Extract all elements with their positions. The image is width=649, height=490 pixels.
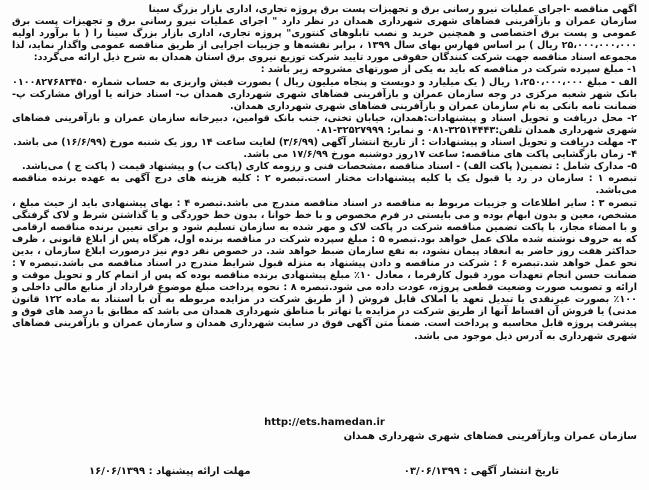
dates-row xyxy=(89,466,559,477)
opening-time: ۴- زمان بازگشایی پاکت های مناقصه: ساعت ۱۷روز دوشنبه مورخ ۱۷/۶/۹۹ می باشد. xyxy=(243,149,637,161)
submission-deadline: ۳- مهلت دریافت و تحویل اسناد و پیشنهادات : از تاریخ انتشار آگهی (۳/۶/۹۹) لغایت ساعت ۱۴ روز یک شنبه مورخ (۱۶/۶/۹۹) می باشد. xyxy=(13,137,637,149)
deadline-date xyxy=(89,466,251,477)
publish-date-label: تاریخ انتشار آگهی : xyxy=(463,466,559,477)
required-documents: ۵- مدارک شامل : تضمین( پاکت الف) - اسناد مناقصه ،مشخصات فنی و رزومه کاری (پاکت ب) و پیشنهاد قیمت ( پاکت ج ) می‌باشد. xyxy=(21,161,637,173)
organization-name: سازمان عمران وبازآفرینی فضاهای شهری شهرداری همدان xyxy=(343,431,637,442)
delivery-location: ۲- محل دریافت و تحویل اسناد و پیشنهادات:همدان، خیابان تختی، جنب بانک قوامین، دبیرخانه سازمان عمران و بازآفرینی فضاهای شهری شهرداری همدان تلفن:۳۲۵۱۴۴۴۳-۰۸۱ و نمابر: ۳۲۵۲۷۹۹۹-۰۸۱ xyxy=(12,112,637,136)
deposit-options: الف - مبلغ ۱،۲۵۰،۰۰۰،۰۰۰ ریال ( یک میلیارد و دویست و پنجاه میلیون ریال ) بصورت فیش واریزی به حساب شماره ۰۱۰۰۸۲۷۶۸۳۴۵۰ بانک شهر شعبه مرکزی در وجه سازمان عمران و بازآفرینی فضاهای شهری شهرداری همدان ب- اسناد خزانه یا اوراق مشارکت پ- ضمانت نامه بانکی به نام سازمان عمران و بازآفرینی فضاهای شهری شهرداری همدان. xyxy=(12,76,637,112)
note-1-2: تبصره ۱ : سازمان در رد یا قبول یک یا کلیه پیشنهادات مختار است.تبصره ۲ : کلیه هزینه های درج آگهی به عهده برنده مناقصه می‌باشد. xyxy=(12,173,637,197)
tender-body xyxy=(12,4,637,343)
deposit-clause: ۱- مبلغ سپرده شرکت در مناقصه که باید به یکی از صورتهای مشروحه زیر باشد : xyxy=(260,64,637,76)
deadline-date-label: مهلت ارائه پیشنهاد : xyxy=(148,466,251,477)
website-link[interactable]: http://ets.hamedan.ir xyxy=(264,417,385,428)
publish-date-value: ۰۳/۰۶/۱۳۹۹ xyxy=(403,466,460,477)
deadline-date-value: ۱۶/۰۶/۱۳۹۹ xyxy=(89,466,146,477)
publish-date xyxy=(404,466,559,477)
tender-title: اگهی مناقصه -اجرای عملیات نیرو رسانی برق و تجهیزات پست برق پروژه تجاری، اداری بازار بزرگ سینا xyxy=(148,4,637,15)
notes-3-8: تبصره ۳ : سایر اطلاعات و جزییات مربوط به مناقصه در اسناد مناقصه مندرج می باشد.تبصره ۴ : بهای پیشنهادی باید از حیث مبلغ ، مشخص، معین و بدون ابهام بوده و می بایستی در فرم مخصوص و با خط خوانا ، بدون خط خوردگی و یا گذاشتن شرط و لاک گرفتگی و با امضاء مجاز، با پاکت تضمین مناقصه شرکت در پاکت لاک و مهر شده به سازمان تسلیم شود و برای تعیین برنده مناقصه ارقامی که به حروف نوشته شده ملاک عمل خواهد بود.تبصره ۵ : مبلغ سپرده شرکت در مناقصه برنده اول، هرگاه پس از ابلاغ قانونی ، ظرف حداکثر هفت روز حاضر به انعقاد پیمان نشود، به نفع سازمان ضبط خواهد شد. در خصوص نفر دوم نیز درصورت ابلاغ سازمان ، بدین نحو عمل خواهد شد.تبصره ۶ : شرکت در مناقصه و دادن پیشنهاد به منزله قبول شرایط مندرج در اسناد مناقصه می باشد.تبصره ۷ : ضمانت حسن انجام تعهدات مورد قبول کارفرما ، معادل ۱۰٪ مبلغ پیشنهادی برنده مناقصه بوده که پس از اتمام کار و تحویل موقت و ارائه و تصویب صورت وضعیت قطعی پروژه، عودت داده می شود.تبصره ۸ : نحوه پرداخت مبلغ موضوع قرارداد از منابع مالی داخلی و ۱۰۰٪ بصورت غیرنقدی یا تبدیل تعهد یا املاک قابل فروش ( از طریق شرکت در مزایده مربوطه به آن با استناد به ماده ۱۲۲ قانون مدنی) یا فروش آن اقساط آنها از طریق شرکت در مزایده یا تهاتر با مناطق شهرداری همدان می باشد که مطابق با درصد های فوق و پیشرفت پروژه قابل محاسبه و پرداخت است. ضمناً متن آگهی فوق در سایت شهرداری همدان و سازمان عمران و بازآفرینی فضاهای شهری شهرداری به آدرس ذیل موجود می باشد. xyxy=(12,197,637,342)
tender-intro: سازمان عمران و بازآفرینی فضاهای شهری شهرداری همدان در نظر دارد " اجرای عملیات نیرو رسانی برق و تجهیزات پست برق عمومی و پست برق اختصاصی و همچنین خرید و نصب تابلوهای کنتوری" پروژه تجاری، اداری بازار بزرگ سینا را ( با برآورد اولیه ۲۵،۰۰۰،۰۰۰،۰۰۰ ریال ) بر اساس فهارس بهای سال ۱۳۹۹ ، برابر نقشه‌ها و جزییات اجرایی از طریق مناقصه عمومی واگذار نماید، لذا مجموعه اسناد مناقصه جهت شرکت کنندگان حقوقی مورد تایید شرکت توزیع نیروی برق استان همدان به شرح ذیل ارائه می‌گردد: xyxy=(12,16,637,64)
